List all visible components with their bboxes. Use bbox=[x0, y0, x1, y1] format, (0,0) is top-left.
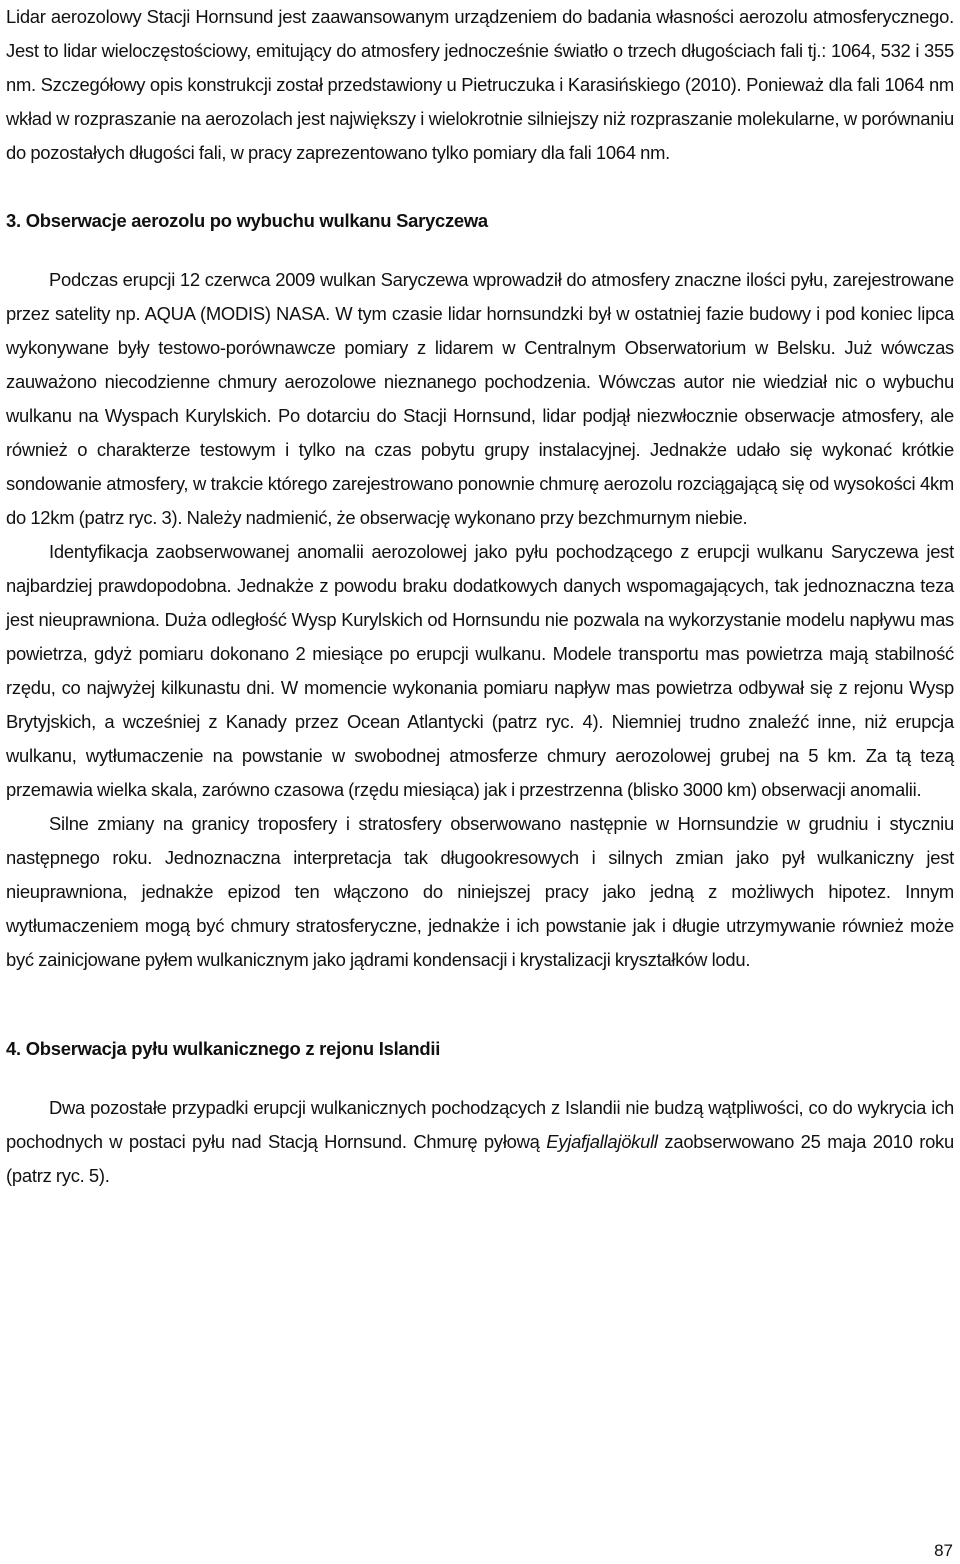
document-page bbox=[6, 0, 954, 1193]
section-4-text-before-volcano: Dwa pozostałe przypadki erupcji wulkanicznych pochodzących z Islandii nie budzą wątpliwości, co do wykrycia ich pochodnych w postaci pyłu nad Stacją Hornsund. Chmurę pyłową bbox=[6, 1097, 954, 1152]
section-4-heading: 4. Obserwacja pyłu wulkanicznego z rejonu Islandii bbox=[6, 1038, 441, 1059]
page-number: 87 bbox=[934, 1541, 953, 1560]
section-3-paragraph-3: Silne zmiany na granicy troposfery i stratosfery obserwowano następnie w Hornsundzie w grudniu i styczniu następnego roku. Jednoznaczna interpretacja tak długookresowych i silnych zmian jako pył wulkaniczny jest nieuprawniona, jednakże epizod ten włączono do niniejszej pracy jako jedną z możliwych hipotez. Innym wytłumaczeniem mogą być chmury stratosferyczne, jednakże i ich powstanie jak i długie utrzymywanie również może być zainicjowane pyłem wulkanicznym jako jądrami kondensacji i krystalizacji kryształków lodu. bbox=[6, 813, 954, 970]
section-4-text-after-volcano: zaobserwowano 25 maja 2010 roku (patrz ryc. 5). bbox=[6, 1131, 954, 1186]
section-3-paragraph-1: Podczas erupcji 12 czerwca 2009 wulkan Saryczewa wprowadził do atmosfery znaczne ilości pyłu, zarejestrowane przez satelity np. AQUA (MODIS) NASA. W tym czasie lidar hornsundzki był w ostatniej fazie budowy i pod koniec lipca wykonywane były testowo-porównawcze pomiary z lidarem w Centralnym Obserwatorium w Belsku. Już wówczas zauważono niecodzienne chmury aerozolowe nieznanego pochodzenia. Wówczas autor nie wiedział nic o wybuchu wulkanu na Wyspach Kurylskich. Po dotarciu do Stacji Hornsund, lidar podjął niezwłocznie obserwacje atmosfery, ale również o charakterze testowym i tylko na czas pobytu grupy instalacyjnej. Jednakże udało się wykonać krótkie sondowanie atmosfery, w trakcie którego zarejestrowano ponownie chmurę aerozolu rozciągającą się od wysokości 4km do 12km (patrz ryc. 3). Należy nadmienić, że obserwację wykonano przy bezchmurnym niebie. bbox=[6, 269, 954, 528]
section-4-paragraph-1 bbox=[6, 1091, 954, 1193]
volcano-name: Eyjafjallajökull bbox=[546, 1131, 658, 1152]
section-3-paragraph-2: Identyfikacja zaobserwowanej anomalii aerozolowej jako pyłu pochodzącego z erupcji wulkanu Saryczewa jest najbardziej prawdopodobna. Jednakże z powodu braku dodatkowych danych wspomagających, tak jednoznaczna teza jest nieuprawniona. Duża odległość Wysp Kurylskich od Hornsundu nie pozwala na wykorzystanie modelu napływu mas powietrza, gdyż pomiaru dokonano 2 miesiące po erupcji wulkanu. Modele transportu mas powietrza mają stabilność rzędu, co najwyżej kilkunastu dni. W momencie wykonania pomiaru napływ mas powietrza odbywał się z rejonu Wysp Brytyjskich, a wcześniej z Kanady przez Ocean Atlantycki (patrz ryc. 4). Niemniej trudno znaleźć inne, niż erupcja wulkanu, wytłumaczenie na powstanie w swobodnej atmosferze chmury aerozolowej grubej na 5 km. Za tą tezą przemawia wielka skala, zarówno czasowa (rzędu miesiąca) jak i przestrzenna (blisko 3000 km) obserwacji anomalii. bbox=[6, 541, 954, 800]
intro-paragraph: Lidar aerozolowy Stacji Hornsund jest zaawansowanym urządzeniem do badania własności aerozolu atmosferycznego. Jest to lidar wieloczęstościowy, emitujący do atmosfery jednocześnie światło o trzech długościach fali tj.: 1064, 532 i 355 nm. Szczegółowy opis konstrukcji został przedstawiony u Pietruczuka i Karasińskiego (2010). Ponieważ dla fali 1064 nm wkład w rozpraszanie na aerozolach jest największy i wielokrotnie silniejszy niż rozpraszanie molekularne, w porównaniu do pozostałych długości fali, w pracy zaprezentowano tylko pomiary dla fali 1064 nm. bbox=[6, 6, 954, 163]
section-3-heading: 3. Obserwacje aerozolu po wybuchu wulkanu Saryczewa bbox=[6, 210, 488, 231]
